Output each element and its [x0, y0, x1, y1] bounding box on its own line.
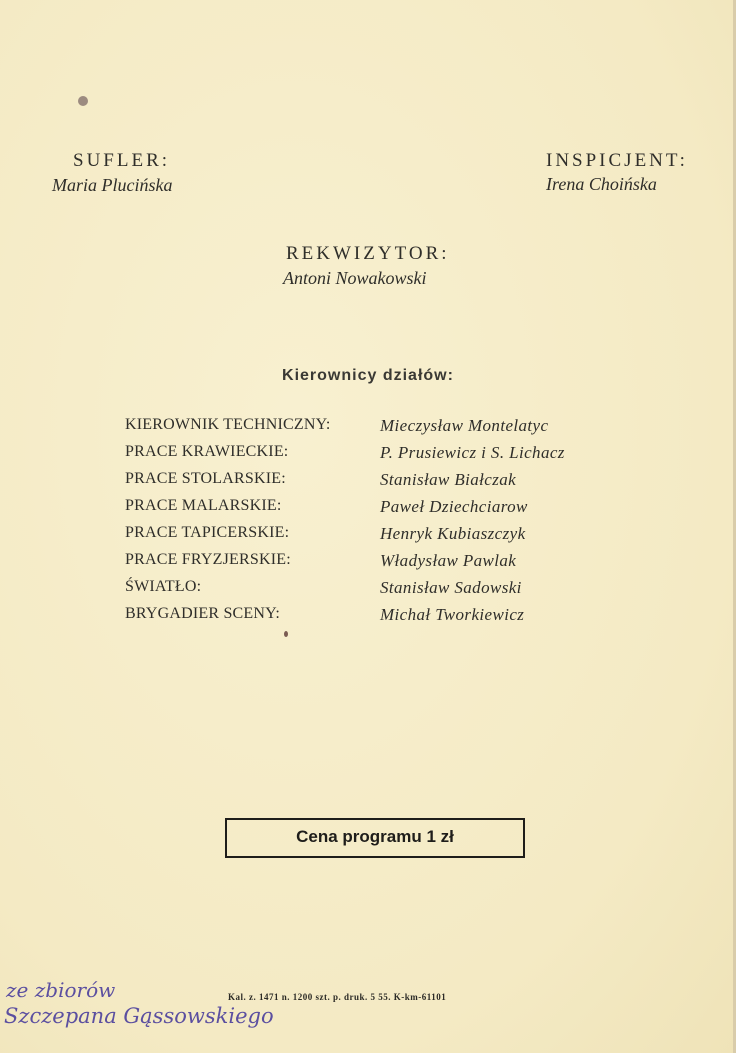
- department-head: Paweł Dziechciarow: [380, 497, 528, 516]
- department-row: [0, 416, 736, 443]
- department-head: Michał Tworkiewicz: [380, 605, 525, 624]
- price-label: Cena programu 1 zł: [296, 827, 454, 846]
- inspicjent-role: INSPICJENT:: [546, 150, 688, 171]
- price-box: [225, 818, 525, 858]
- paper-stain: [78, 96, 88, 106]
- department-row: [0, 551, 736, 578]
- department-row: [0, 524, 736, 551]
- handwritten-note-line1: ze zbiorów: [6, 978, 116, 1002]
- rekwizytor-name: Antoni Nowakowski: [283, 268, 427, 288]
- department-row: [0, 443, 736, 470]
- department-row: [0, 470, 736, 497]
- ink-dot: [284, 631, 288, 637]
- sufler-name: Maria Plucińska: [52, 175, 173, 195]
- department-row: [0, 578, 736, 605]
- department-row: [0, 497, 736, 524]
- department-label: PRACE STOLARSKIE:: [125, 470, 286, 487]
- department-head: Władysław Pawlak: [380, 551, 517, 570]
- department-head: Stanisław Białczak: [380, 470, 517, 489]
- department-label: PRACE KRAWIECKIE:: [125, 443, 289, 460]
- department-label: ŚWIATŁO:: [125, 578, 202, 595]
- departments-title: Kierownicy działów:: [282, 367, 454, 384]
- inspicjent-name: Irena Choińska: [546, 174, 657, 194]
- sufler-role: SUFLER:: [73, 150, 171, 171]
- department-row: [0, 605, 736, 632]
- print-imprint: Kal. z. 1471 n. 1200 szt. p. druk. 5 55. K-km-61101: [228, 992, 447, 1002]
- department-label: BRYGADIER SCENY:: [125, 605, 281, 622]
- department-label: PRACE FRYZJERSKIE:: [125, 551, 291, 568]
- department-head: Henryk Kubiaszczyk: [380, 524, 526, 543]
- department-head: Mieczysław Montelatyc: [380, 416, 549, 435]
- handwritten-note-line2: Szczepana Gąssowskiego: [4, 1004, 274, 1028]
- department-head: Stanisław Sadowski: [380, 578, 522, 597]
- department-label: PRACE TAPICERSKIE:: [125, 524, 290, 541]
- department-label: KIEROWNIK TECHNICZNY:: [125, 416, 331, 433]
- department-label: PRACE MALARSKIE:: [125, 497, 282, 514]
- department-head: P. Prusiewicz i S. Lichacz: [380, 443, 565, 462]
- rekwizytor-role: REKWIZYTOR:: [286, 243, 450, 264]
